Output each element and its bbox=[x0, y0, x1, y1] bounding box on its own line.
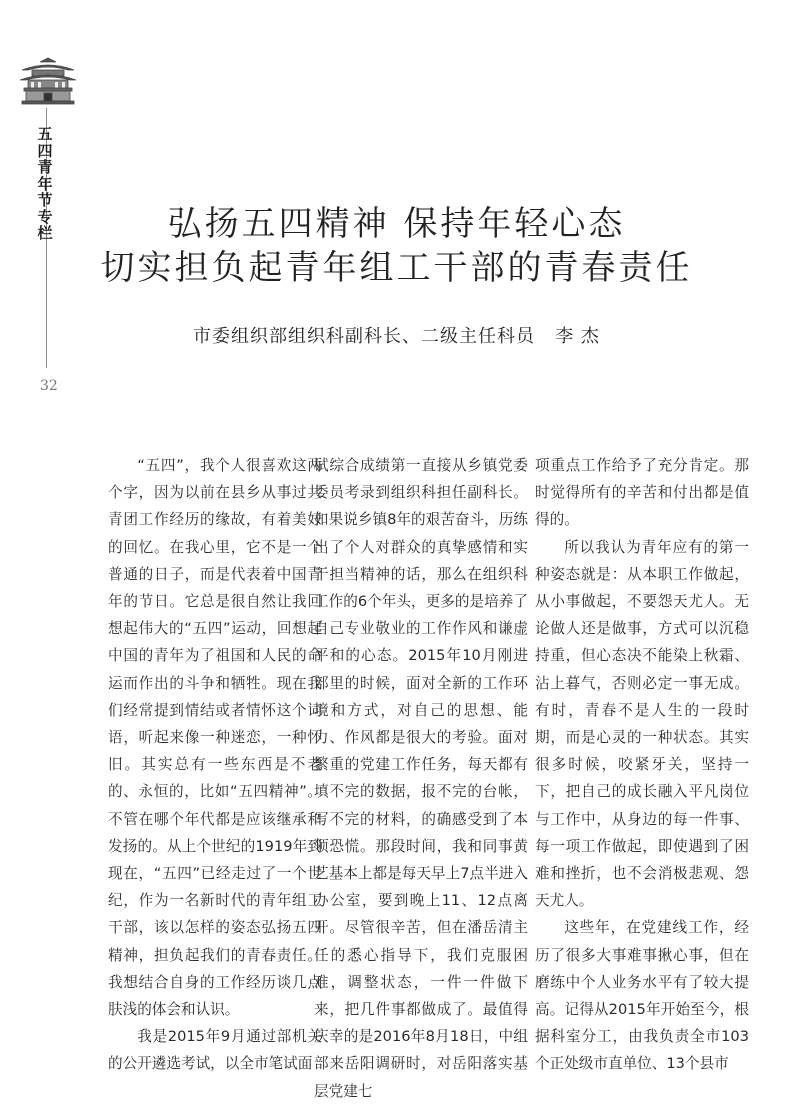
paragraph: 我是2015年9月通过部机关的公开遴选考试，以全市笔试面 bbox=[108, 1028, 322, 1073]
article-column-2 bbox=[314, 452, 528, 1105]
section-label: 五四青年节专栏 bbox=[37, 125, 53, 242]
paragraph: 试综合成绩第一直接从乡镇党委委员考录到组织科担任副科长。如果说乡镇8年的艰苦奋斗，历练出了个人对群众的真挚感情和实干担当精神的话，那么在组织科工作的6个年头，更多的是培养了自己专业敬业的工作作风和谦虚平和的心态。2015年10月刚进部里的时候，面对全新的工作环境和方式，对自己的思想、能力、作风都是很大的考验。面对繁重的党建工作任务，每天都有填不完的数据，报不完的台帐，写不完的材料，的确感受到了本领恐慌。那段时间，我和同事黄艺基本上都是每天早上7点半进入办公室，要到晚上11、12点离开。尽管很辛苦，但在潘岳清主任的悉心指导下，我们克服困难，调整状态，一件一件做下来，把几件事都做成了。最值得庆幸的是2016年8月18日，中组部来岳阳调研时，对岳阳落实基层党建七 bbox=[314, 457, 528, 1100]
article-title-line1: 弘扬五四精神 保持年轻心态 bbox=[167, 204, 626, 244]
author-byline: 市委组织部组织科副科长、二级主任科员 李 杰 bbox=[193, 326, 600, 347]
paragraph: 所以我认为青年应有的第一种姿态就是：从本职工作做起，从小事做起，不要怨天尤人。无论做人还是做事，方式可以沉稳持重，但心态决不能染上秋霜、沾上暮气，否则必定一事无成。有时，青春不是人生的一段时期，而是心灵的一种状态。其实很多时候，咬紧牙关，坚持一下，把自己的成长融入平凡岗位与工作中，从身边的每一件事、每一项工作做起，即使遇到了困难和挫折，也不会消极悲观、怨天尤人。 bbox=[535, 538, 749, 910]
paragraph: 这些年，在党建线工作，经历了很多大事难事揪心事，但在磨练中个人业务水平有了较大提高。记得从2015年开始至今，根据科室分工，由我负责全市103个正处级市直单位、13个县市 bbox=[535, 919, 749, 1073]
article-column-3 bbox=[535, 452, 749, 1078]
article-title-line2: 切实担负起青年组工干部的青春责任 bbox=[100, 248, 693, 288]
page-number: 32 bbox=[40, 378, 58, 394]
pavilion-logo-icon bbox=[18, 52, 78, 110]
paragraph: “五四”，我个人很喜欢这两个字，因为以前在县乡从事过共青团工作经历的缘故，有着美好的回忆。在我心里，它不是一个普通的日子，而是代表着中国青年的节日。它总是很自然让我回想起伟大的“五四”运动，回想起中国的青年为了祖国和人民的命运而作出的斗争和牺牲。现在我们经常提到情结或者情怀这个词语，听起来像一种迷恋，一种怀旧。其实总有一些东西是不老的、永恒的，比如“五四精神”。不管在哪个年代都是应该继承和发扬的。从上个世纪的1919年到现在，“五四”已经走过了一个世纪，作为一名新时代的青年组工干部，该以怎样的姿态弘扬五四精神，担负起我们的青春责任。我想结合自身的工作经历谈几点肤浅的体会和认识。 bbox=[108, 457, 322, 1019]
article-column-1 bbox=[108, 452, 322, 1078]
paragraph: 项重点工作给予了充分肯定。那时觉得所有的辛苦和付出都是值得的。 bbox=[535, 457, 749, 529]
